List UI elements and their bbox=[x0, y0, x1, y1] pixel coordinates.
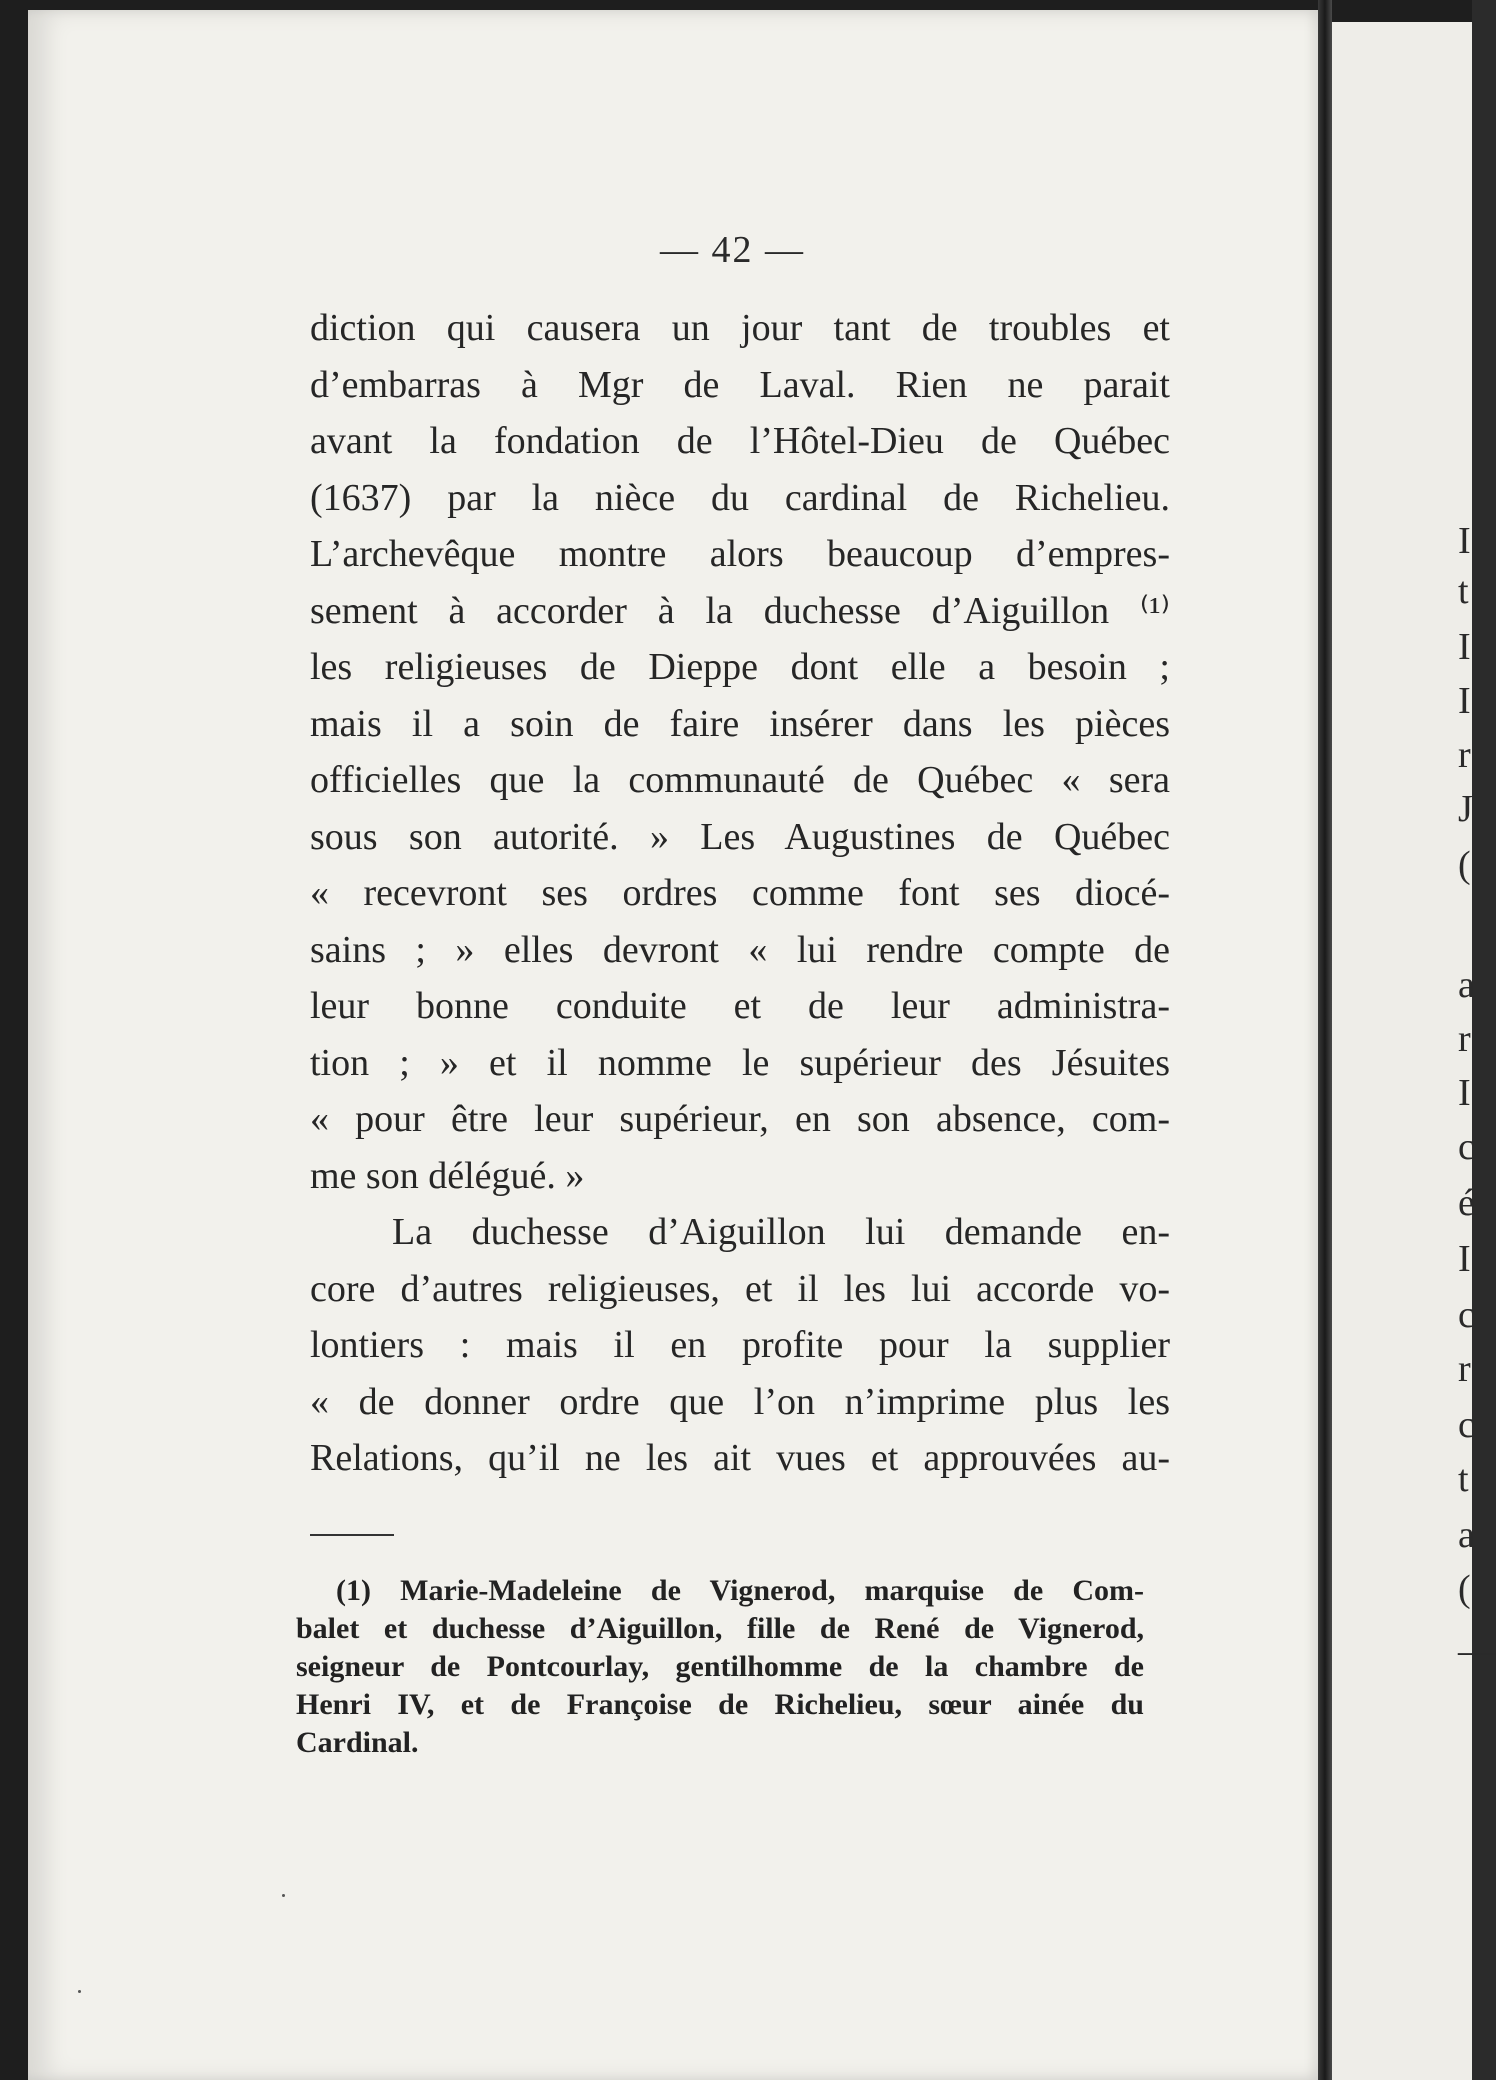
right-fragment: I bbox=[1458, 680, 1471, 722]
footnote-line: balet et duchesse d’Aiguillon, fille de René de Vignerod, bbox=[296, 1612, 1144, 1645]
right-fragment: ( bbox=[1458, 844, 1471, 886]
footnote-line: Cardinal. bbox=[296, 1726, 419, 1759]
right-fragment: I bbox=[1458, 626, 1471, 668]
text-line: sement à accorder à la duchesse d’Aiguillon ⁽¹⁾ bbox=[310, 589, 1170, 632]
right-fragment: t bbox=[1458, 570, 1469, 612]
text-line: me son délégué. » bbox=[310, 1154, 585, 1197]
footnote bbox=[296, 1572, 1144, 1762]
right-fragment: t bbox=[1458, 1458, 1469, 1500]
text-line: La duchesse d’Aiguillon lui demande en- bbox=[392, 1211, 1170, 1253]
text-line: core d’autres religieuses, et il les lui accorde vo- bbox=[310, 1267, 1170, 1310]
text-line: « recevront ses ordres comme font ses diocé- bbox=[310, 872, 1170, 914]
footnote-line: Henri IV, et de Françoise de Richelieu, sœur ainée du bbox=[296, 1688, 1144, 1721]
text-line: Relations, qu’il ne les ait vues et approuvées au- bbox=[310, 1437, 1170, 1479]
text-line: sains ; » elles devront « lui rendre compte de bbox=[310, 928, 1170, 971]
page-number: — 42 — bbox=[660, 229, 805, 271]
right-fragment: c bbox=[1458, 1294, 1475, 1336]
footnote-separator bbox=[310, 1534, 394, 1536]
text-line: L’archevêque montre alors beaucoup d’empres- bbox=[310, 533, 1170, 575]
paper-speck bbox=[282, 1894, 285, 1897]
footnote-line: seigneur de Pontcourlay, gentilhomme de la chambre de bbox=[296, 1650, 1144, 1683]
right-fragment: a bbox=[1458, 1514, 1475, 1556]
right-fragment: c bbox=[1458, 1126, 1475, 1168]
body-text bbox=[310, 300, 1170, 1487]
right-fragment: — bbox=[1458, 1630, 1496, 1672]
right-fragment: I bbox=[1458, 520, 1471, 562]
right-fragment: J bbox=[1458, 788, 1473, 830]
text-line: diction qui causera un jour tant de troubles et bbox=[310, 307, 1170, 349]
book-gutter bbox=[1318, 0, 1332, 2080]
footnote-line: (1) Marie-Madeleine de Vignerod, marquise de Com- bbox=[336, 1574, 1144, 1607]
text-line: leur bonne conduite et de leur administra- bbox=[310, 985, 1170, 1027]
right-fragment: ( bbox=[1458, 1568, 1471, 1610]
text-line: les religieuses de Dieppe dont elle a besoin ; bbox=[310, 646, 1170, 688]
text-line: sous son autorité. » Les Augustines de Québec bbox=[310, 815, 1170, 858]
text-line: tion ; » et il nomme le supérieur des Jésuites bbox=[310, 1041, 1170, 1084]
right-page-edge bbox=[1332, 22, 1472, 2080]
right-fragment: r bbox=[1458, 734, 1471, 776]
text-line: mais il a soin de faire insérer dans les pièces bbox=[310, 702, 1170, 745]
text-line: lontiers : mais il en profite pour la supplier bbox=[310, 1324, 1170, 1366]
right-fragment: c bbox=[1458, 1404, 1475, 1446]
text-line: « de donner ordre que l’on n’imprime plus les bbox=[310, 1380, 1170, 1423]
text-line: officielles que la communauté de Québec « sera bbox=[310, 759, 1170, 801]
right-fragment: I bbox=[1458, 1238, 1471, 1280]
text-line: d’embarras à Mgr de Laval. Rien ne parait bbox=[310, 363, 1170, 406]
text-line: « pour être leur supérieur, en son absence, com- bbox=[310, 1098, 1170, 1140]
right-fragment: I bbox=[1458, 1072, 1471, 1114]
right-fragment: é bbox=[1458, 1182, 1475, 1224]
right-fragment: r bbox=[1458, 1348, 1471, 1390]
right-fragment: r bbox=[1458, 1018, 1471, 1060]
paper-speck bbox=[78, 1990, 81, 1993]
right-fragment: a bbox=[1458, 964, 1475, 1006]
text-line: avant la fondation de l’Hôtel-Dieu de Québec bbox=[310, 420, 1170, 462]
text-line: (1637) par la nièce du cardinal de Richelieu. bbox=[310, 476, 1170, 519]
